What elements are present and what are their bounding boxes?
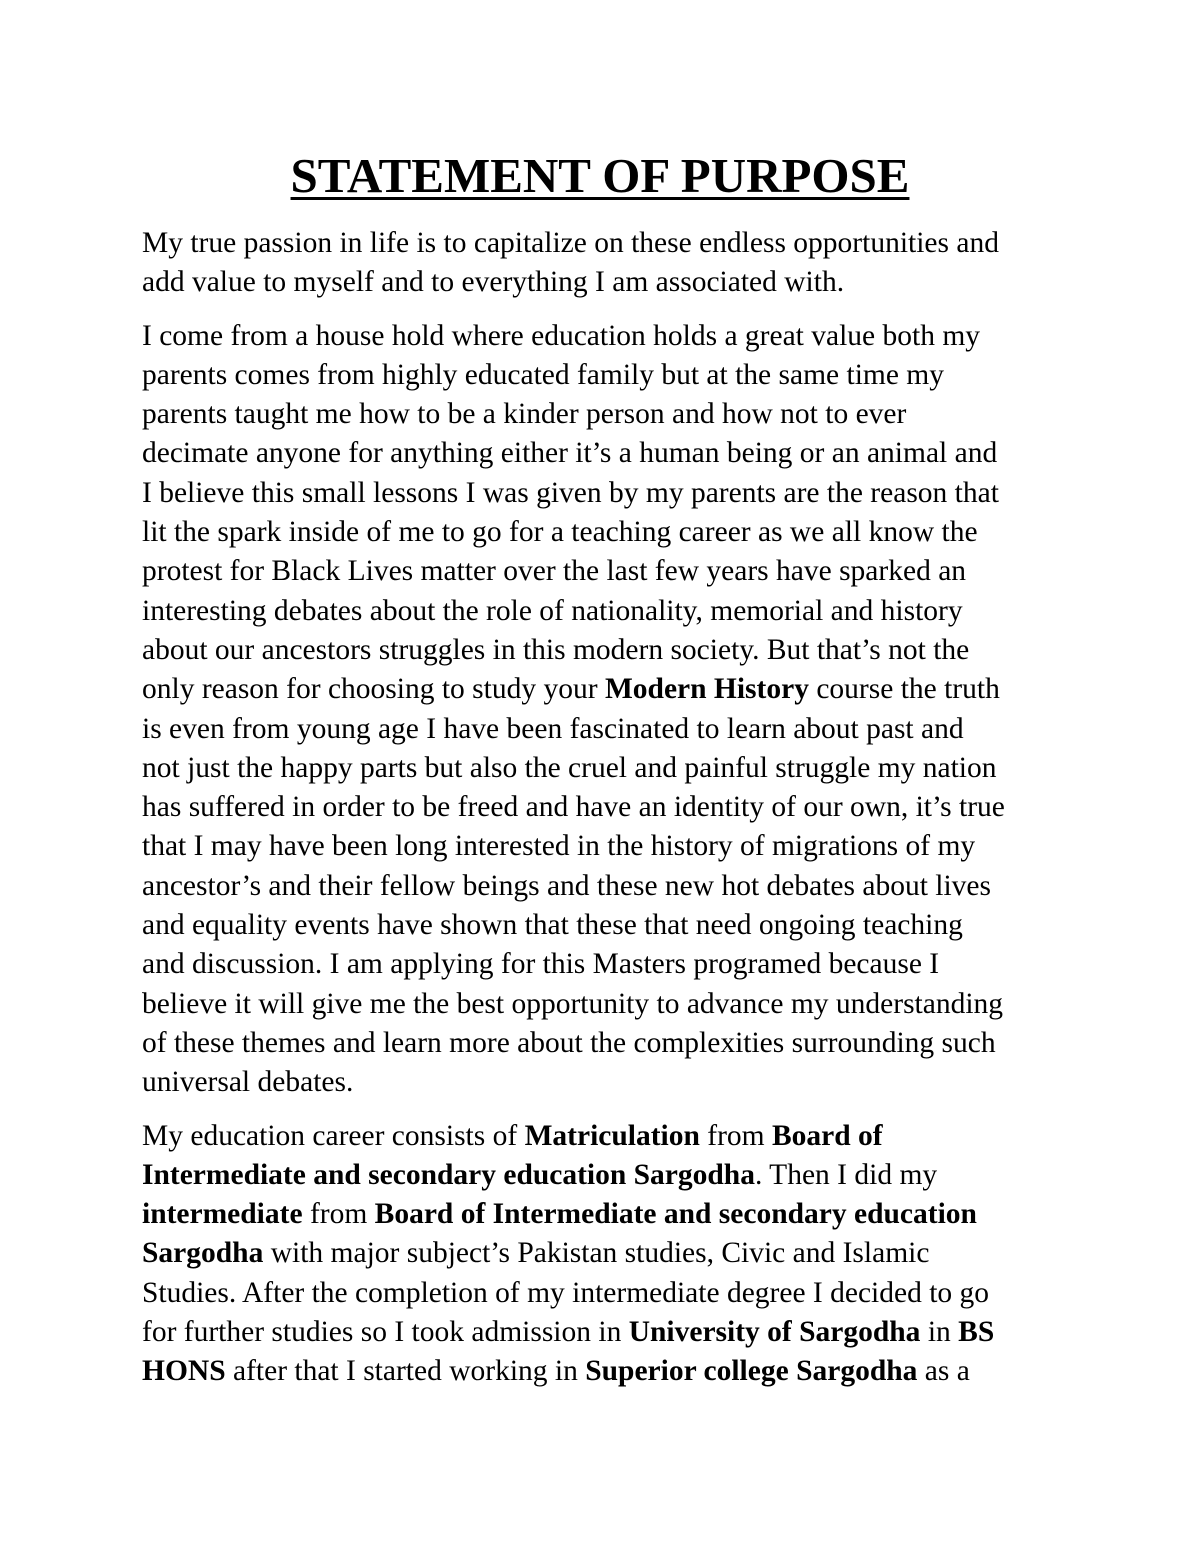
text-run: universal debates. <box>142 1066 354 1099</box>
text-line <box>142 945 1072 984</box>
text-line <box>142 670 1072 709</box>
text-run: has suffered in order to be freed and have an identity of our own, it’s true <box>142 791 1005 824</box>
text-run: parents taught me how to be a kinder person and how not to ever <box>142 398 907 431</box>
text-run: as a <box>917 1355 970 1388</box>
text-line <box>142 552 1072 591</box>
text-line <box>142 474 1072 513</box>
text-run: My true passion in life is to capitalize on these endless opportunities and <box>142 227 999 259</box>
text-run: add value to myself and to everything I am associated with. <box>142 266 845 299</box>
text-line <box>142 1234 1072 1273</box>
text-run: I come from a house hold where education holds a great value both my <box>142 319 981 352</box>
text-run: protest for Black Lives matter over the last few years have sparked an <box>142 555 967 588</box>
bold-text-run: BS <box>958 1316 995 1349</box>
bold-text-run: Superior college Sargodha <box>585 1355 918 1388</box>
bold-text-run: intermediate <box>142 1198 303 1231</box>
text-run: for further studies so I took admission in <box>142 1316 629 1349</box>
bold-text-run: Board of <box>772 1119 883 1152</box>
text-run: ancestor’s and their fellow beings and these new hot debates about lives <box>142 869 991 902</box>
text-line <box>142 1063 1072 1102</box>
text-run: is even from young age I have been fascinated to learn about past and <box>142 712 964 745</box>
text-run: with major subject’s Pakistan studies, Civic and Islamic <box>263 1237 930 1270</box>
text-run: from <box>699 1119 772 1152</box>
text-line <box>142 224 1072 263</box>
bold-text-run: Modern History <box>604 673 809 706</box>
text-line <box>142 710 1072 749</box>
text-line <box>142 263 1072 302</box>
text-run: not just the happy parts but also the cruel and painful struggle my nation <box>142 751 997 784</box>
text-line <box>142 1313 1072 1352</box>
text-run: My education career consists of <box>142 1119 525 1152</box>
text-line <box>142 827 1072 866</box>
text-line <box>142 1117 1072 1156</box>
text-line <box>142 356 1072 395</box>
text-line <box>142 749 1072 788</box>
text-line <box>142 592 1072 631</box>
text-run: lit the spark inside of me to go for a teaching career as we all know the <box>142 516 978 549</box>
text-run: after that I started working in <box>225 1355 586 1388</box>
text-line <box>142 395 1072 434</box>
text-run: course the truth <box>808 673 1000 706</box>
text-run: and equality events have shown that these that need ongoing teaching <box>142 909 963 942</box>
text-line <box>142 1274 1072 1313</box>
bold-text-run: Sargodha <box>142 1237 264 1270</box>
text-run: interesting debates about the role of nationality, memorial and history <box>142 594 963 627</box>
text-line <box>142 317 1072 356</box>
bold-text-run: HONS <box>142 1355 226 1388</box>
bold-text-run: Matriculation <box>524 1119 700 1152</box>
text-line <box>142 631 1072 670</box>
text-line <box>142 985 1072 1024</box>
text-line <box>142 434 1072 473</box>
document-body <box>142 224 1072 1406</box>
bold-text-run: University of Sargodha <box>628 1316 921 1349</box>
body-paragraph <box>142 317 1072 1103</box>
text-run: of these themes and learn more about the complexities surrounding such <box>142 1026 996 1059</box>
text-line <box>142 788 1072 827</box>
text-run: that I may have been long interested in the history of migrations of my <box>142 830 976 863</box>
text-run: in <box>920 1316 959 1349</box>
text-line <box>142 867 1072 906</box>
text-run: . Then I did my <box>754 1158 938 1191</box>
text-run: parents comes from highly educated family but at the same time my <box>142 358 945 391</box>
text-run: about our ancestors struggles in this modern society. But that’s not the <box>142 633 970 666</box>
bold-text-run: Board of Intermediate and secondary education <box>374 1198 977 1231</box>
body-paragraph <box>142 224 1072 303</box>
document-title: STATEMENT OF PURPOSE <box>290 148 910 203</box>
text-run: I believe this small lessons I was given by my parents are the reason that <box>142 476 999 509</box>
text-line <box>142 513 1072 552</box>
text-run: believe it will give me the best opportunity to advance my understanding <box>142 987 1004 1020</box>
text-run: from <box>302 1198 375 1231</box>
text-run: Studies. After the completion of my intermediate degree I decided to go <box>142 1276 990 1309</box>
text-line <box>142 1156 1072 1195</box>
text-run: decimate anyone for anything either it’s a human being or an animal and <box>142 437 998 470</box>
text-line <box>142 906 1072 945</box>
body-paragraph <box>142 1117 1072 1392</box>
text-line <box>142 1352 1072 1391</box>
text-line <box>142 1024 1072 1063</box>
text-run: only reason for choosing to study your <box>142 673 605 706</box>
bold-text-run: Intermediate and secondary education Sargodha <box>142 1158 755 1191</box>
text-run: and discussion. I am applying for this Masters programed because I <box>142 948 940 981</box>
text-line <box>142 1195 1072 1234</box>
